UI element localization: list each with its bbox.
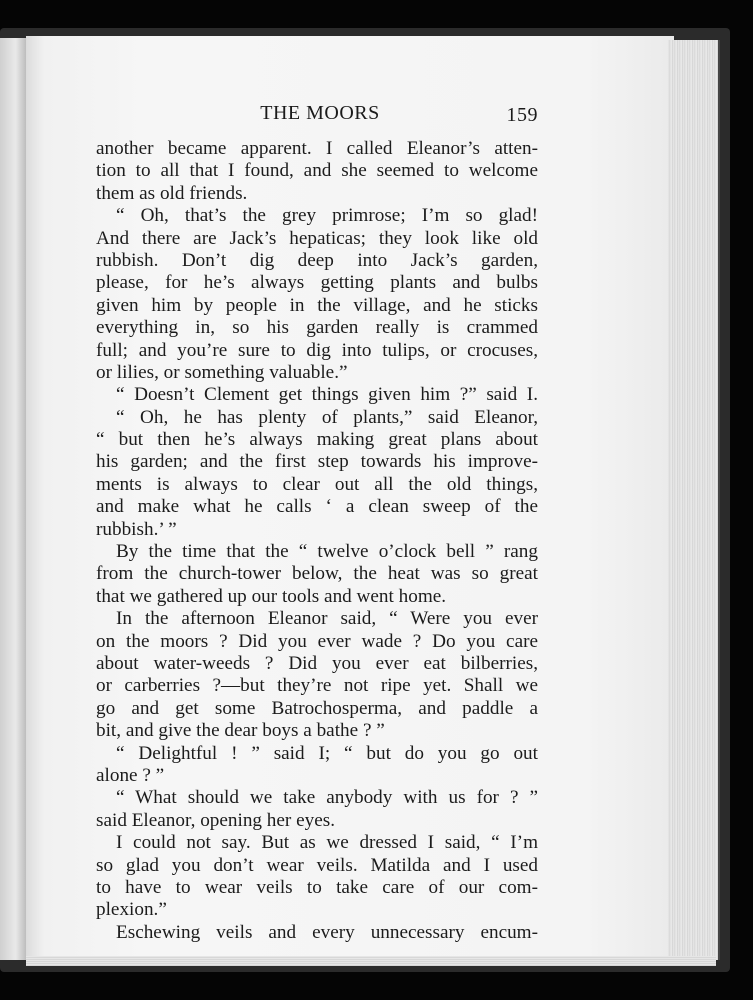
text-line: full; and you’re sure to dig into tulips, or crocuses,: [96, 339, 538, 361]
text-line: so glad you don’t wear veils. Matilda and I used: [96, 854, 538, 876]
text-line: go and get some Batrochosperma, and paddle a: [96, 697, 538, 719]
text-line: “ What should we take anybody with us for ? ”: [116, 787, 538, 809]
text-line: on the moors ? Did you ever wade ? Do you care: [96, 630, 538, 652]
text-line: In the afternoon Eleanor said, “ Were you ever: [116, 608, 538, 630]
page-stack-edge: [668, 40, 720, 960]
text-line: Eschewing veils and every unnecessary encum-: [116, 921, 538, 943]
body-text: [96, 138, 538, 944]
text-line: ments is always to clear out all the old things,: [96, 473, 538, 495]
page-number: 159: [506, 104, 538, 126]
text-line: “ Doesn’t Clement get things given him ?” said I.: [116, 384, 538, 406]
text-line: that we gathered up our tools and went home.: [96, 585, 447, 607]
text-line: his garden; and the first step towards his improve-: [96, 451, 538, 473]
text-line: everything in, so his garden really is crammed: [96, 317, 538, 339]
running-title: THE MOORS: [260, 102, 380, 124]
text-line: rubbish. Don’t dig deep into Jack’s garden,: [96, 249, 538, 271]
text-line: “ Oh, he has plenty of plants,” said Eleanor,: [116, 406, 538, 428]
text-line: to have to wear veils to take care of our com-: [96, 876, 538, 898]
text-line: plexion.”: [96, 899, 167, 921]
text-line: them as old friends.: [96, 182, 248, 204]
text-line: about water-weeds ? Did you ever eat bilberries,: [96, 652, 538, 674]
text-line: or carberries ?—but they’re not ripe yet. Shall we: [96, 675, 538, 697]
text-line: By the time that the “ twelve o’clock bell ” rang: [116, 541, 538, 563]
text-line: rubbish.’ ”: [96, 518, 177, 540]
text-line: And there are Jack’s hepaticas; they look like old: [96, 227, 538, 249]
text-line: given him by people in the village, and he sticks: [96, 294, 538, 316]
running-header: [96, 102, 540, 132]
text-line: from the church-tower below, the heat was so great: [96, 563, 538, 585]
facing-page-edge: [0, 38, 26, 960]
text-line: “ Oh, that’s the grey primrose; I’m so glad!: [116, 205, 538, 227]
text-line: or lilies, or something valuable.”: [96, 361, 348, 383]
text-line: alone ? ”: [96, 764, 165, 786]
text-line: I could not say. But as we dressed I said, “ I’m: [116, 832, 538, 854]
text-line: and make what he calls ‘ a clean sweep of the: [96, 496, 538, 518]
text-line: please, for he’s always getting plants and bulbs: [96, 272, 538, 294]
text-line: tion to all that I found, and she seemed to welcome: [96, 160, 538, 182]
text-line: bit, and give the dear boys a bathe ? ”: [96, 720, 385, 742]
text-line: “ but then he’s always making great plans about: [96, 429, 538, 451]
page-bottom-edge: [26, 956, 716, 966]
text-line: another became apparent. I called Eleanor’s atten-: [96, 138, 538, 159]
text-line: “ Delightful ! ” said I; “ but do you go out: [116, 742, 538, 764]
text-line: said Eleanor, opening her eyes.: [96, 809, 335, 831]
